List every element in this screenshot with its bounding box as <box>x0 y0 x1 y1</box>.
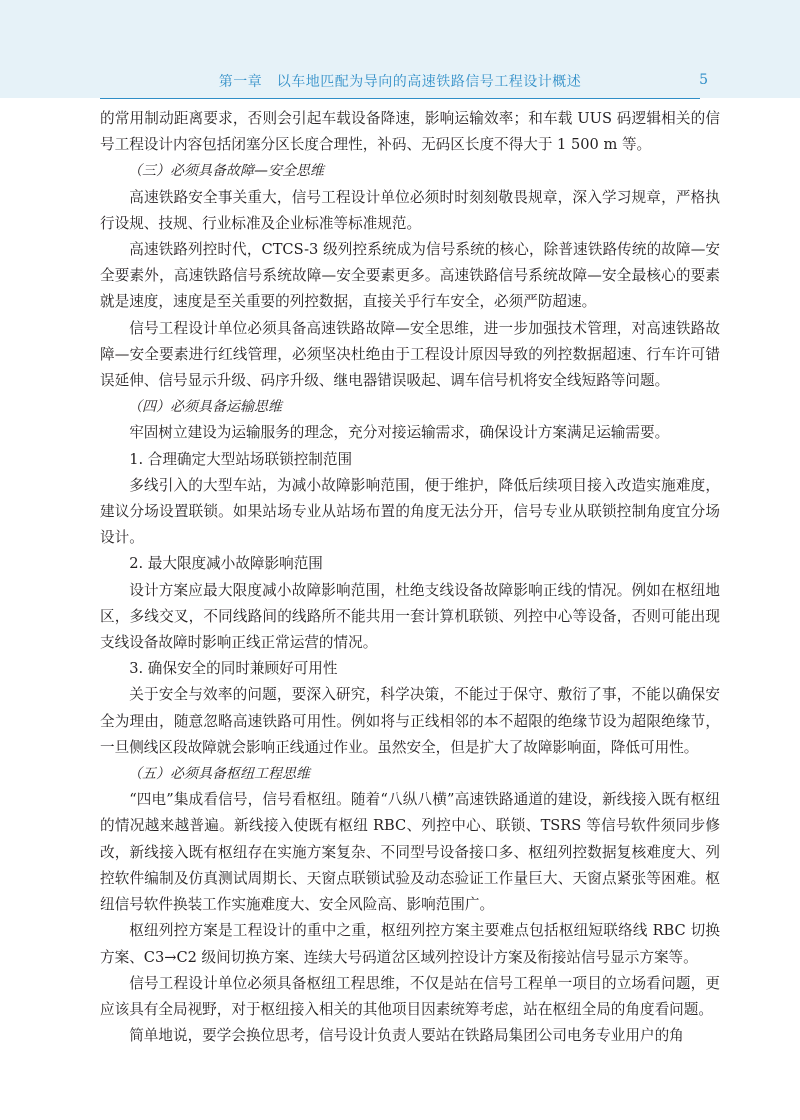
numbered-item-2: 2. 最大限度减小故障影响范围 <box>129 555 323 573</box>
paragraph: 关于安全与效率的问题，要深入研究，科学决策，不能过于保守、敷衍了事，不能以确保安全为理由，随意忽略高速铁路可用性。例如将与正线相邻的本不超限的绝缘节设为超限绝缘节，一旦侧线区段故障就会影响正线通过作业。虽然安全，但是扩大了故障影响面，降低可用性。 <box>100 686 720 756</box>
paragraph: “四电”集成看信号，信号看枢纽。随着“八纵八横”高速铁路通道的建设，新线接入既有枢纽的情况越来越普遍。新线接入使既有枢纽 RBC、列控中心、联锁、TSRS 等信号软件须同步修改，新线接入既有枢纽存在实施方案复杂、不同型号设备接口多、枢纽列控数据复核难度大、列控软件编制及仿真测试周期长、天窗点联锁试验及动态验证工作量巨大、天窗点紧张等困难。枢纽信号软件换装工作实施难度大、安全风险高、影响范围广。 <box>100 791 720 914</box>
paragraph: 多线引入的大型车站，为减小故障影响范围，便于维护，降低后续项目接入改造实施难度，建议分场设置联锁。如果站场专业从站场布置的角度无法分开，信号专业从联锁控制角度宜分场设计。 <box>100 476 720 547</box>
section-heading-3: （三）必须具备故障—安全思维 <box>128 163 324 180</box>
paragraph: 设计方案应最大限度减小故障影响范围，杜绝支线设备故障影响正线的情况。例如在枢纽地区，多线交叉，不同线路间的线路所不能共用一套计算机联锁、列控中心等设备，否则可能出现支线设备故障时影响正线正常运营的情况。 <box>100 581 720 652</box>
paragraph: 高速铁路列控时代，CTCS-3 级列控系统成为信号系统的核心，除普速铁路传统的故障—安全要素外，高速铁路信号系统故障—安全要素更多。高速铁路信号系统故障—安全最核心的要素就是速度，速度是至关重要的列控数据，直接关乎行车安全，必须严防超速。 <box>100 241 720 311</box>
page-number: 5 <box>699 72 708 88</box>
paragraph-truncated: 简单地说，要学会换位思考，信号设计负责人要站在铁路局集团公司电务专业用户的角 <box>129 1027 684 1045</box>
paragraph: 高速铁路安全事关重大，信号工程设计单位必须时时刻刻敬畏规章，深入学习规章，严格执行设规、技规、行业标准及企业标准等标准规范。 <box>100 188 720 232</box>
paragraph-continued: 的常用制动距离要求，否则会引起车载设备降速，影响运输效率；和车载 UUS 码逻辑相关的信号工程设计内容包括闭塞分区长度合理性，补码、无码区长度不得大于 1 500 m 等。 <box>100 110 720 154</box>
paragraph: 信号工程设计单位必须具备枢纽工程思维，不仅是站在信号工程单一项目的立场看问题，更应该具有全局视野，对于枢纽接入相关的其他项目因素统筹考虑，站在枢纽全局的角度看问题。 <box>100 974 720 1018</box>
body-text <box>100 106 720 1049</box>
paragraph: 信号工程设计单位必须具备高速铁路故障—安全思维，进一步加强技术管理，对高速铁路故障—安全要素进行红线管理，必须坚决杜绝由于工程设计原因导致的列控数据超速、行车许可错误延伸、信号显示升级、码序升级、继电器错误吸起、调车信号机将安全线短路等问题。 <box>100 319 720 390</box>
header-rule <box>100 98 700 99</box>
running-header-title: 第一章 以车地匹配为导向的高速铁路信号工程设计概述 <box>218 74 582 90</box>
paragraph: 牢固树立建设为运输服务的理念，充分对接运输需求，确保设计方案满足运输需要。 <box>129 424 670 442</box>
numbered-item-3: 3. 确保安全的同时兼顾好可用性 <box>129 660 338 678</box>
section-heading-5: （五）必须具备枢纽工程思维 <box>128 766 310 783</box>
section-heading-4: （四）必须具备运输思维 <box>128 399 282 416</box>
paragraph: 枢纽列控方案是工程设计的重中之重，枢纽列控方案主要难点包括枢纽短联络线 RBC 切换方案、C3→C2 级间切换方案、连续大号码道岔区域列控设计方案及衔接站信号显示方案等。 <box>100 922 720 966</box>
numbered-item-1: 1. 合理确定大型站场联锁控制范围 <box>129 450 353 468</box>
